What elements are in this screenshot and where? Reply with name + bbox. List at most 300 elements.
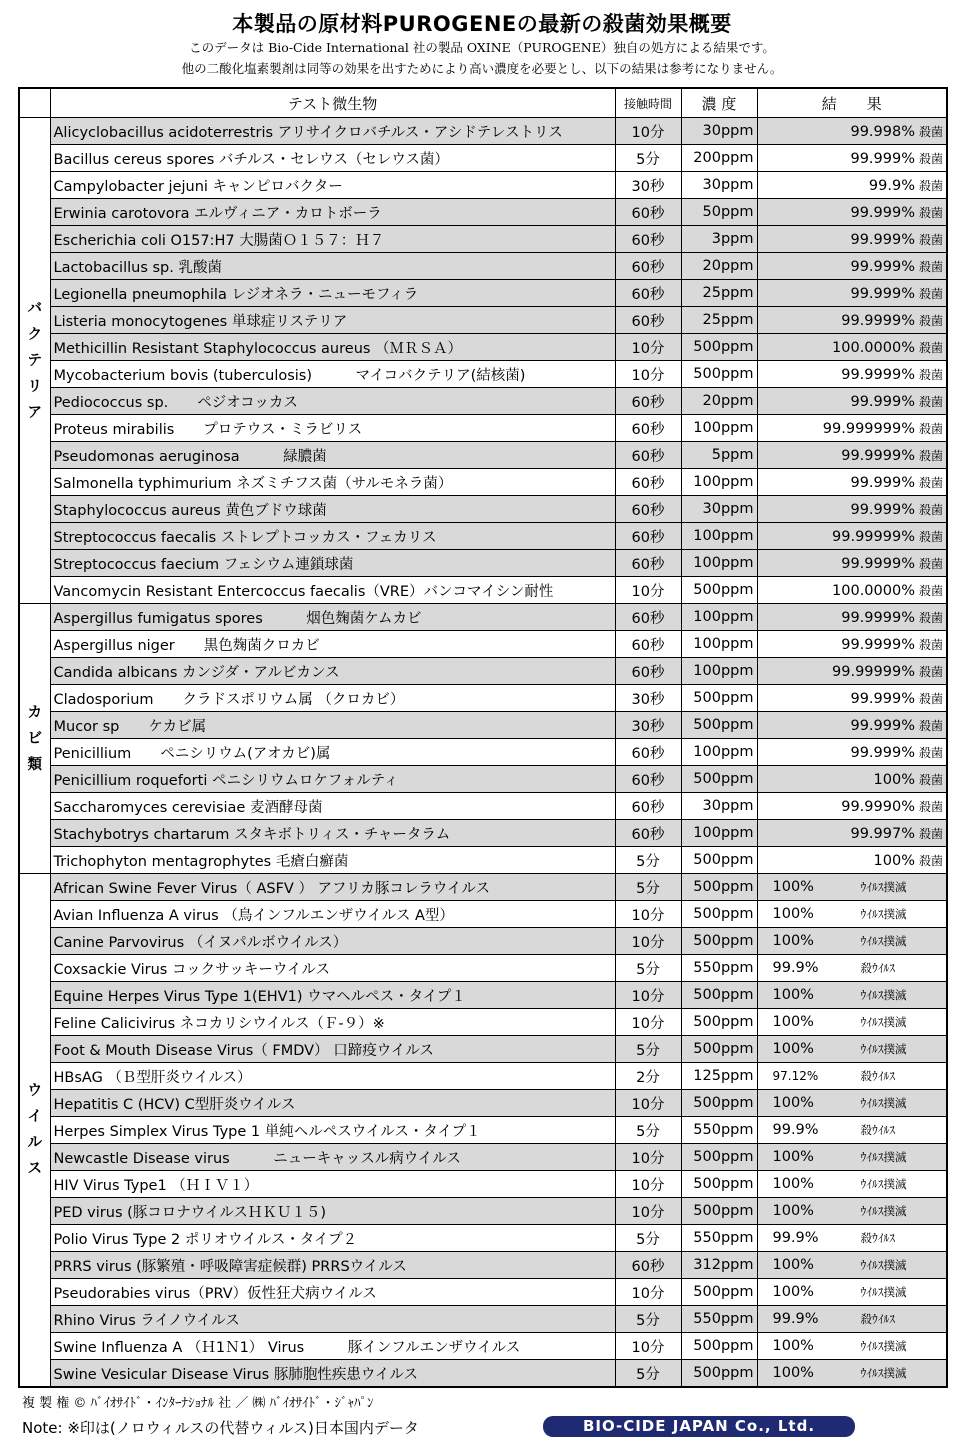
organism-name: Cladosporium クラドスポリウム属 （クロカビ）: [50, 685, 615, 712]
organism-name: Equine Herpes Virus Type 1(EHV1) ウマヘルペス・タイプ１: [50, 982, 615, 1009]
result-cell: [757, 361, 947, 388]
result-percent: 99.9%: [868, 177, 915, 194]
concentration: 200ppm: [681, 145, 757, 172]
result-type: 殺菌: [918, 475, 943, 490]
result-percent: 100%: [772, 1284, 814, 1300]
contact-time: 10分: [615, 928, 681, 955]
concentration: 550ppm: [681, 1117, 757, 1144]
result-percent: 100%: [873, 771, 915, 788]
table-row: [19, 199, 947, 226]
table-row: [19, 1144, 947, 1171]
contact-time: 60秒: [615, 523, 681, 550]
concentration: 3ppm: [681, 226, 757, 253]
result-type: 殺菌: [918, 448, 943, 463]
result-type: ｳｲﾙｽ撲滅: [860, 1285, 907, 1299]
result-percent: 100%: [772, 1041, 814, 1057]
contact-time: 60秒: [615, 388, 681, 415]
concentration: 550ppm: [681, 1225, 757, 1252]
organism-name: Streptococcus faecalis ストレプトコッカス・フェカリス: [50, 523, 615, 550]
organism-name: Proteus mirabilis プロテウス・ミラビリス: [50, 415, 615, 442]
subtitle-line-2: 他の二酸化塩素製剤は同等の効果を出すためにより高い濃度を必要とし、以下の結果は参考になりません。: [181, 61, 783, 76]
concentration: 500ppm: [681, 901, 757, 928]
result-cell: [757, 415, 947, 442]
contact-time: 10分: [615, 1198, 681, 1225]
organism-name: Candida albicans カンジダ・アルビカンス: [50, 658, 615, 685]
organism-name: Salmonella typhimurium ネズミチフス菌（サルモネラ菌）: [50, 469, 615, 496]
table-row: [19, 1306, 947, 1333]
result-percent: 100%: [772, 933, 814, 949]
table-row: [19, 577, 947, 604]
organism-name: Saccharomyces cerevisiae 麦酒酵母菌: [50, 793, 615, 820]
result-percent: 99.999999%: [822, 420, 915, 437]
result-type: 殺菌: [918, 664, 943, 679]
result-cell: [757, 1252, 947, 1279]
organism-name: Legionella pneumophila レジオネラ・ニューモフィラ: [50, 280, 615, 307]
organism-name: Avian Influenza A virus （鳥インフルエンザウイルス A型）: [50, 901, 615, 928]
result-cell: [757, 496, 947, 523]
category-char: バ: [27, 300, 42, 317]
result-cell: [757, 1225, 947, 1252]
result-type: 殺菌: [918, 421, 943, 436]
result-type: 殺菌: [918, 394, 943, 409]
result-type: 殺ｳｲﾙｽ: [860, 1123, 895, 1137]
result-type: ｳｲﾙｽ撲滅: [860, 880, 907, 894]
result-percent: 99.999%: [850, 690, 915, 707]
result-type: 殺菌: [918, 826, 943, 841]
organism-name: Polio Virus Type 2 ポリオウイルス・タイプ２: [50, 1225, 615, 1252]
concentration: 100ppm: [681, 469, 757, 496]
concentration: 500ppm: [681, 577, 757, 604]
table-row: [19, 1063, 947, 1090]
table-row: [19, 415, 947, 442]
result-type: 殺菌: [918, 367, 943, 382]
concentration: 100ppm: [681, 631, 757, 658]
organism-name: Methicillin Resistant Staphylococcus aureus （ＭＲＳＡ）: [50, 334, 615, 361]
table-row: [19, 1225, 947, 1252]
table-row: [19, 1090, 947, 1117]
result-type: 殺菌: [918, 205, 943, 220]
result-type: 殺ｳｲﾙｽ: [860, 1312, 895, 1326]
result-percent: 99.997%: [850, 825, 915, 842]
contact-time: 5分: [615, 847, 681, 874]
result-type: 殺菌: [918, 124, 943, 139]
organism-name: Newcastle Disease virus ニューキャッスル病ウイルス: [50, 1144, 615, 1171]
copyright-text: 複 製 権 © ﾊﾞｲｵｻｲﾄﾞ・ｲﾝﾀｰﾅｼｮﾅﾙ 社 ／ ㈱ ﾊﾞｲｵｻｲﾄﾞ・ｼﾞｬﾊﾟﾝ: [22, 1396, 374, 1411]
table-row: [19, 280, 947, 307]
result-type: ｳｲﾙｽ撲滅: [860, 1096, 907, 1110]
organism-name: Hepatitis C (HCV) C型肝炎ウイルス: [50, 1090, 615, 1117]
result-type: ｳｲﾙｽ撲滅: [860, 907, 907, 921]
result-percent: 100%: [772, 1095, 814, 1111]
contact-time: 60秒: [615, 415, 681, 442]
result-percent: 97.12%: [772, 1069, 819, 1083]
table-row: [19, 658, 947, 685]
result-percent: 99.999%: [850, 474, 915, 491]
concentration: 100ppm: [681, 523, 757, 550]
result-type: 殺菌: [918, 799, 943, 814]
contact-time: 10分: [615, 1279, 681, 1306]
result-percent: 100%: [772, 1338, 814, 1354]
result-percent: 100%: [772, 1203, 814, 1219]
concentration: 500ppm: [681, 685, 757, 712]
result-percent: 99.9%: [772, 960, 819, 976]
concentration: 500ppm: [681, 928, 757, 955]
result-percent: 99.9999%: [841, 636, 915, 653]
result-cell: [757, 631, 947, 658]
result-type: 殺菌: [918, 853, 943, 868]
result-cell: [757, 982, 947, 1009]
concentration: 500ppm: [681, 847, 757, 874]
result-percent: 99.9%: [772, 1311, 819, 1327]
result-type: ｳｲﾙｽ撲滅: [860, 1258, 907, 1272]
result-type: 殺ｳｲﾙｽ: [860, 1069, 895, 1083]
efficacy-table: [18, 87, 948, 1388]
result-cell: [757, 928, 947, 955]
result-percent: 99.99999%: [832, 528, 915, 545]
concentration: 30ppm: [681, 496, 757, 523]
organism-name: African Swine Fever Virus（ ASFV ） アフリカ豚コレラウイルス: [50, 874, 615, 901]
concentration: 30ppm: [681, 172, 757, 199]
table-row: [19, 1252, 947, 1279]
result-cell: [757, 955, 947, 982]
result-type: ｳｲﾙｽ撲滅: [860, 1150, 907, 1164]
table-row: [19, 1333, 947, 1360]
result-percent: 100.0000%: [832, 582, 915, 599]
category-char: リ: [27, 378, 42, 395]
result-cell: [757, 1009, 947, 1036]
table-row: [19, 118, 947, 145]
table-row: [19, 874, 947, 901]
table-row: [19, 1117, 947, 1144]
contact-time: 60秒: [615, 766, 681, 793]
result-cell: [757, 1117, 947, 1144]
organism-name: Rhino Virus ライノウイルス: [50, 1306, 615, 1333]
header-category: [19, 88, 50, 118]
contact-time: 60秒: [615, 469, 681, 496]
result-type: 殺菌: [918, 610, 943, 625]
contact-time: 60秒: [615, 739, 681, 766]
note-text: Note: ※印は(ノロウィルスの代替ウィルス)日本国内データ: [22, 1419, 419, 1437]
organism-name: Penicillium roqueforti ペニシリウムロケフォルティ: [50, 766, 615, 793]
concentration: 500ppm: [681, 1009, 757, 1036]
organism-name: Bacillus cereus spores バチルス・セレウス（セレウス菌）: [50, 145, 615, 172]
result-percent: 99.9%: [772, 1230, 819, 1246]
contact-time: 5分: [615, 874, 681, 901]
result-cell: [757, 604, 947, 631]
contact-time: 60秒: [615, 1252, 681, 1279]
organism-name: Swine Influenza A （Ｈ1Ｎ1） Virus 豚インフルエンザウイルス: [50, 1333, 615, 1360]
contact-time: 5分: [615, 1360, 681, 1388]
contact-time: 10分: [615, 1009, 681, 1036]
result-cell: [757, 901, 947, 928]
concentration: 500ppm: [681, 1333, 757, 1360]
result-percent: 99.9999%: [841, 312, 915, 329]
organism-name: Mucor sp ケカビ属: [50, 712, 615, 739]
result-percent: 99.9990%: [841, 798, 915, 815]
result-type: 殺菌: [918, 340, 943, 355]
category-char: ル: [27, 1135, 42, 1151]
organism-name: Streptococcus faecium フェシウム連鎖球菌: [50, 550, 615, 577]
table-row: [19, 955, 947, 982]
result-percent: 100%: [772, 1257, 814, 1273]
organism-name: Pediococcus sp. ペジオコッカス: [50, 388, 615, 415]
category-label-virus: [19, 874, 50, 1388]
contact-time: 10分: [615, 334, 681, 361]
table-row: [19, 982, 947, 1009]
contact-time: 10分: [615, 901, 681, 928]
result-cell: [757, 253, 947, 280]
result-percent: 100%: [772, 1014, 814, 1030]
result-cell: [757, 388, 947, 415]
result-cell: [757, 1171, 947, 1198]
result-cell: [757, 145, 947, 172]
category-char: ク: [27, 326, 42, 343]
result-type: 殺菌: [918, 232, 943, 247]
result-percent: 99.999%: [850, 393, 915, 410]
table-row: [19, 145, 947, 172]
contact-time: 60秒: [615, 793, 681, 820]
result-cell: [757, 712, 947, 739]
result-cell: [757, 1279, 947, 1306]
contact-time: 60秒: [615, 550, 681, 577]
contact-time: 60秒: [615, 226, 681, 253]
concentration: 100ppm: [681, 550, 757, 577]
contact-time: 10分: [615, 577, 681, 604]
result-cell: [757, 442, 947, 469]
result-cell: [757, 1144, 947, 1171]
result-cell: [757, 685, 947, 712]
concentration: 100ppm: [681, 658, 757, 685]
organism-name: Listeria monocytogenes 単球症リステリア: [50, 307, 615, 334]
contact-time: 60秒: [615, 631, 681, 658]
category-char: テ: [27, 352, 42, 369]
contact-time: 10分: [615, 118, 681, 145]
concentration: 550ppm: [681, 1306, 757, 1333]
result-percent: 99.999%: [850, 744, 915, 761]
organism-name: Aspergillus niger 黒色麹菌クロカビ: [50, 631, 615, 658]
contact-time: 30秒: [615, 172, 681, 199]
result-cell: [757, 226, 947, 253]
result-type: 殺菌: [918, 583, 943, 598]
table-row: [19, 172, 947, 199]
result-type: 殺ｳｲﾙｽ: [860, 1231, 895, 1245]
result-type: 殺菌: [918, 718, 943, 733]
table-row: [19, 1198, 947, 1225]
result-cell: [757, 739, 947, 766]
result-percent: 99.9999%: [841, 609, 915, 626]
organism-name: Escherichia coli O157:H7 大腸菌Ｏ１５７：Ｈ７: [50, 226, 615, 253]
contact-time: 10分: [615, 1171, 681, 1198]
result-percent: 100%: [772, 879, 814, 895]
result-type: ｳｲﾙｽ撲滅: [860, 988, 907, 1002]
contact-time: 60秒: [615, 307, 681, 334]
organism-name: Swine Vesicular Disease Virus 豚肺胞性疾患ウイルス: [50, 1360, 615, 1388]
concentration: 312ppm: [681, 1252, 757, 1279]
organism-name: Pseudorabies virus（PRV）仮性狂犬病ウイルス: [50, 1279, 615, 1306]
concentration: 20ppm: [681, 253, 757, 280]
concentration: 30ppm: [681, 118, 757, 145]
result-percent: 99.9999%: [841, 447, 915, 464]
contact-time: 10分: [615, 982, 681, 1009]
result-percent: 99.9%: [772, 1122, 819, 1138]
contact-time: 5分: [615, 1225, 681, 1252]
concentration: 550ppm: [681, 955, 757, 982]
result-percent: 100%: [772, 987, 814, 1003]
result-type: 殺菌: [918, 556, 943, 571]
table-row: [19, 334, 947, 361]
concentration: 100ppm: [681, 604, 757, 631]
result-type: 殺菌: [918, 502, 943, 517]
concentration: 500ppm: [681, 334, 757, 361]
result-cell: [757, 1090, 947, 1117]
concentration: 50ppm: [681, 199, 757, 226]
table-header-row: [19, 88, 947, 118]
category-char: ス: [27, 1161, 42, 1177]
concentration: 500ppm: [681, 1090, 757, 1117]
contact-time: 10分: [615, 1333, 681, 1360]
table-row: [19, 550, 947, 577]
result-cell: [757, 199, 947, 226]
result-percent: 99.9999%: [841, 366, 915, 383]
result-cell: [757, 793, 947, 820]
contact-time: 5分: [615, 1306, 681, 1333]
result-cell: [757, 874, 947, 901]
contact-time: 5分: [615, 1117, 681, 1144]
result-percent: 100.0000%: [832, 339, 915, 356]
table-row: [19, 685, 947, 712]
result-cell: [757, 766, 947, 793]
organism-name: Penicillium ペニシリウム(アオカビ)属: [50, 739, 615, 766]
contact-time: 10分: [615, 1144, 681, 1171]
organism-name: Vancomycin Resistant Entercoccus faecalis（VRE）バンコマイシン耐性: [50, 577, 615, 604]
result-cell: [757, 307, 947, 334]
result-type: ｳｲﾙｽ撲滅: [860, 1339, 907, 1353]
contact-time: 60秒: [615, 496, 681, 523]
result-cell: [757, 550, 947, 577]
result-percent: 99.999%: [850, 231, 915, 248]
result-cell: [757, 523, 947, 550]
organism-name: Aspergillus fumigatus spores 烟色麹菌ケムカビ: [50, 604, 615, 631]
result-cell: [757, 1036, 947, 1063]
contact-time: 5分: [615, 1036, 681, 1063]
result-type: 殺菌: [918, 745, 943, 760]
concentration: 500ppm: [681, 1198, 757, 1225]
table-row: [19, 442, 947, 469]
contact-time: 60秒: [615, 658, 681, 685]
concentration: 25ppm: [681, 307, 757, 334]
category-label-bacteria: [19, 118, 50, 604]
category-label-fungi: [19, 604, 50, 874]
organism-name: Alicyclobacillus acidoterrestris アリサイクロバチルス・アシドテレストリス: [50, 118, 615, 145]
result-type: ｳｲﾙｽ撲滅: [860, 1177, 907, 1191]
organism-name: Coxsackie Virus コックサッキーウイルス: [50, 955, 615, 982]
result-percent: 100%: [772, 1176, 814, 1192]
result-cell: [757, 658, 947, 685]
result-type: 殺菌: [918, 637, 943, 652]
organism-name: HIV Virus Type1 （ＨＩＶ１）: [50, 1171, 615, 1198]
contact-time: 10分: [615, 1090, 681, 1117]
concentration: 100ppm: [681, 415, 757, 442]
table-row: [19, 361, 947, 388]
result-type: 殺ｳｲﾙｽ: [860, 961, 895, 975]
concentration: 500ppm: [681, 766, 757, 793]
table-row: [19, 496, 947, 523]
category-char: ア: [27, 404, 42, 421]
result-percent: 99.999%: [850, 717, 915, 734]
result-cell: [757, 1333, 947, 1360]
result-percent: 99.999%: [850, 501, 915, 518]
category-char: ビ: [27, 730, 42, 747]
result-type: 殺菌: [918, 313, 943, 328]
result-percent: 100%: [772, 1365, 814, 1381]
concentration: 500ppm: [681, 1171, 757, 1198]
result-cell: [757, 820, 947, 847]
result-percent: 100%: [772, 906, 814, 922]
result-percent: 99.999%: [850, 204, 915, 221]
concentration: 500ppm: [681, 1036, 757, 1063]
table-row: [19, 739, 947, 766]
table-row: [19, 1009, 947, 1036]
organism-name: Feline Calicivirus ネコカリシウイルス（Ｆ-９）※: [50, 1009, 615, 1036]
contact-time: 60秒: [615, 199, 681, 226]
contact-time: 60秒: [615, 253, 681, 280]
header-contact-time: 接触時間: [615, 88, 681, 118]
result-cell: [757, 577, 947, 604]
concentration: 500ppm: [681, 982, 757, 1009]
concentration: 25ppm: [681, 280, 757, 307]
contact-time: 5分: [615, 955, 681, 982]
contact-time: 2分: [615, 1063, 681, 1090]
result-type: ｳｲﾙｽ撲滅: [860, 934, 907, 948]
organism-name: Canine Parvovirus （イヌパルボウイルス）: [50, 928, 615, 955]
result-type: ｳｲﾙｽ撲滅: [860, 1015, 907, 1029]
result-cell: [757, 334, 947, 361]
result-cell: [757, 1198, 947, 1225]
result-cell: [757, 118, 947, 145]
header-result: 結 果: [757, 88, 947, 118]
header-concentration: 濃 度: [681, 88, 757, 118]
table-row: [19, 253, 947, 280]
table-row: [19, 1279, 947, 1306]
organism-name: HBsAG （Ｂ型肝炎ウイルス）: [50, 1063, 615, 1090]
result-percent: 99.998%: [850, 123, 915, 140]
organism-name: Lactobacillus sp. 乳酸菌: [50, 253, 615, 280]
category-char: イ: [27, 1109, 42, 1125]
result-percent: 99.999%: [850, 150, 915, 167]
organism-name: Pseudomonas aeruginosa 緑膿菌: [50, 442, 615, 469]
table-row: [19, 712, 947, 739]
contact-time: 30秒: [615, 685, 681, 712]
table-row: [19, 1171, 947, 1198]
concentration: 500ppm: [681, 1279, 757, 1306]
organism-name: Erwinia carotovora エルヴィニア・カロトボーラ: [50, 199, 615, 226]
contact-time: 60秒: [615, 442, 681, 469]
table-row: [19, 847, 947, 874]
result-type: 殺菌: [918, 178, 943, 193]
category-char: カ: [27, 704, 42, 721]
result-percent: 99.999%: [850, 285, 915, 302]
contact-time: 60秒: [615, 604, 681, 631]
concentration: 500ppm: [681, 361, 757, 388]
result-percent: 100%: [873, 852, 915, 869]
table-row: [19, 928, 947, 955]
category-char: ウ: [27, 1083, 42, 1099]
concentration: 20ppm: [681, 388, 757, 415]
table-row: [19, 1036, 947, 1063]
result-type: 殺菌: [918, 151, 943, 166]
organism-name: Campylobacter jejuni キャンピロバクター: [50, 172, 615, 199]
table-row: [19, 523, 947, 550]
